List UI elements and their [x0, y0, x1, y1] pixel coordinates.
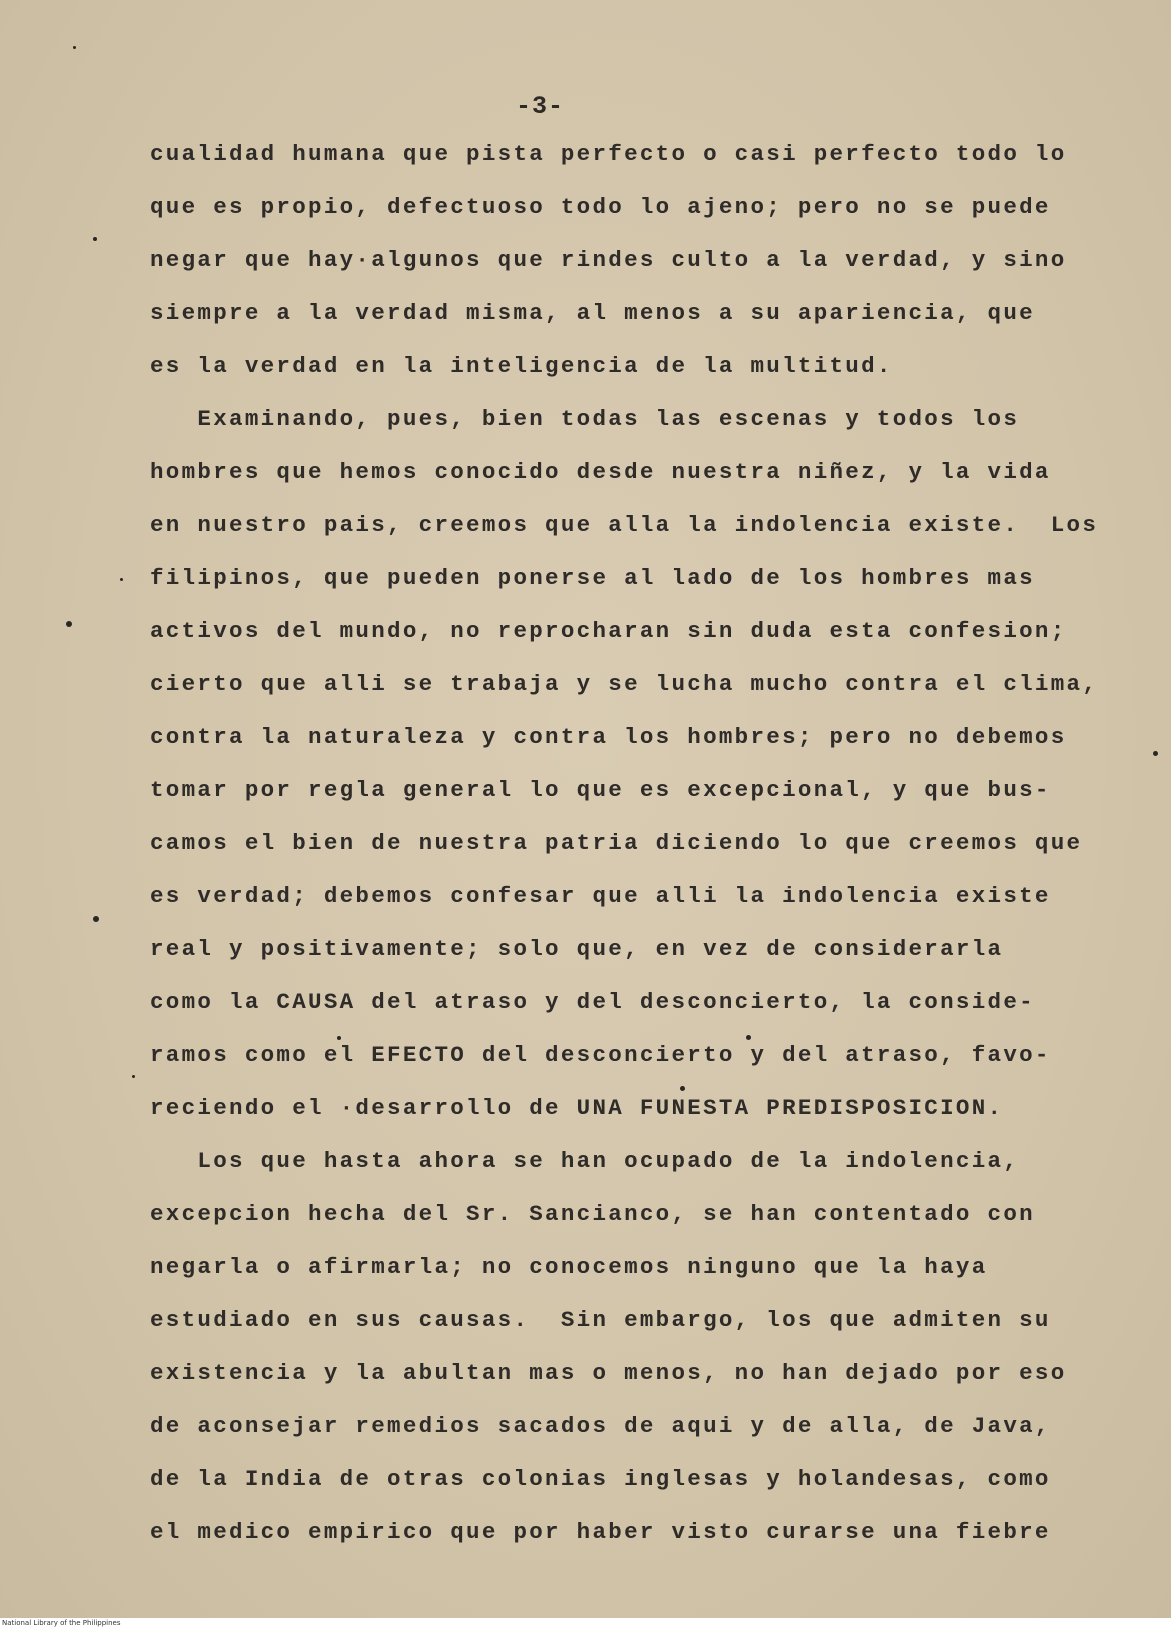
- text-line: existencia y la abultan mas o menos, no han dejado por eso: [150, 1360, 1067, 1386]
- text-line: negar que hay·algunos que rindes culto a la verdad, y sino: [150, 247, 1067, 273]
- footer-credit-bar: [0, 1618, 1171, 1628]
- text-line: hombres que hemos conocido desde nuestra niñez, y la vida: [150, 459, 1051, 485]
- text-line: cierto que alli se trabaja y se lucha mucho contra el clima,: [150, 671, 1099, 697]
- text-line: estudiado en sus causas. Sin embargo, los que admiten su: [150, 1307, 1051, 1333]
- ink-speck: [93, 916, 99, 922]
- text-line: siempre a la verdad misma, al menos a su apariencia, que: [150, 300, 1035, 326]
- text-line: que es propio, defectuoso todo lo ajeno; pero no se puede: [150, 194, 1051, 220]
- text-line: como la CAUSA del atraso y del desconcierto, la conside-: [150, 989, 1035, 1015]
- ink-speck: [66, 621, 72, 627]
- ink-speck: [680, 1086, 685, 1091]
- text-line: es verdad; debemos confesar que alli la indolencia existe: [150, 883, 1051, 909]
- text-line: filipinos, que pueden ponerse al lado de los hombres mas: [150, 565, 1035, 591]
- text-line: en nuestro pais, creemos que alla la indolencia existe. Los: [150, 512, 1099, 538]
- text-line: cualidad humana que pista perfecto o casi perfecto todo lo: [150, 141, 1067, 167]
- text-line: real y positivamente; solo que, en vez de considerarla: [150, 936, 1004, 962]
- ink-speck: [73, 46, 76, 49]
- text-line: contra la naturaleza y contra los hombres; pero no debemos: [150, 724, 1067, 750]
- text-line: el medico empirico que por haber visto curarse una fiebre: [150, 1519, 1051, 1545]
- text-line: ramos como el EFECTO del desconcierto y del atraso, favo-: [150, 1042, 1051, 1068]
- ink-speck: [120, 578, 123, 581]
- page-number: -3-: [515, 92, 564, 121]
- ink-speck: [93, 237, 97, 241]
- ink-speck: [746, 1035, 751, 1040]
- text-line: tomar por regla general lo que es excepcional, y que bus-: [150, 777, 1051, 803]
- text-line: activos del mundo, no reprocharan sin duda esta confesion;: [150, 618, 1067, 644]
- ink-speck: [132, 1075, 135, 1078]
- text-line: camos el bien de nuestra patria diciendo lo que creemos que: [150, 830, 1083, 856]
- text-line: es la verdad en la inteligencia de la multitud.: [150, 353, 893, 379]
- text-line: de la India de otras colonias inglesas y holandesas, como: [150, 1466, 1051, 1492]
- text-line: Los que hasta ahora se han ocupado de la indolencia,: [150, 1148, 1020, 1174]
- ink-speck: [1153, 751, 1158, 756]
- footer-credit: National Library of the Philippines: [2, 1619, 121, 1627]
- text-line: reciendo el ·desarrollo de UNA FUNESTA PREDISPOSICION.: [150, 1095, 1004, 1121]
- ink-speck: [337, 1036, 341, 1040]
- text-line: de aconsejar remedios sacados de aqui y de alla, de Java,: [150, 1413, 1051, 1439]
- text-line: excepcion hecha del Sr. Sancianco, se han contentado con: [150, 1201, 1035, 1227]
- text-line: negarla o afirmarla; no conocemos ninguno que la haya: [150, 1254, 988, 1280]
- text-line: Examinando, pues, bien todas las escenas y todos los: [150, 406, 1020, 432]
